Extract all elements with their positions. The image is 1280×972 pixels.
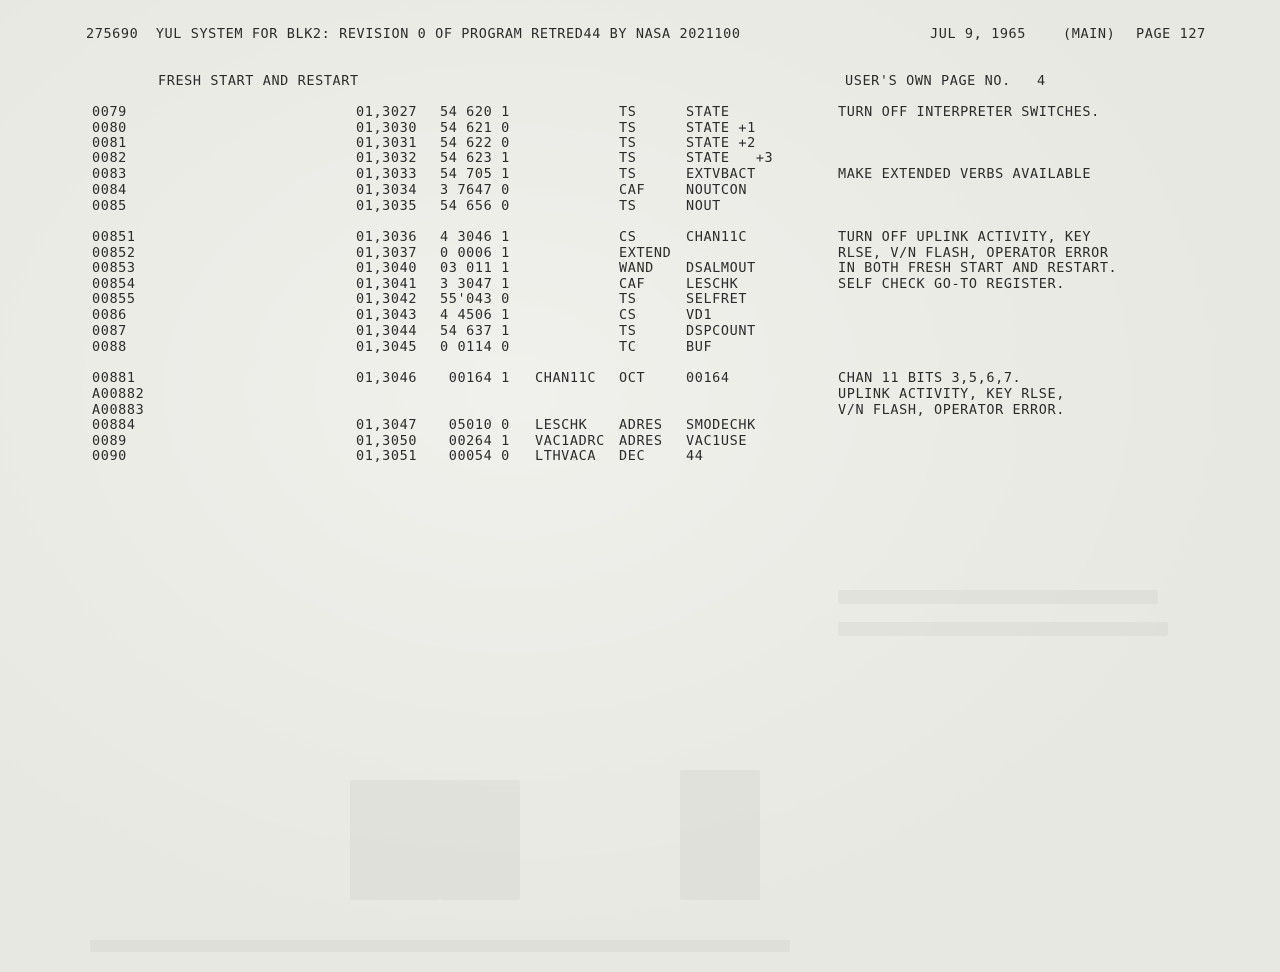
operand: STATE +1 <box>686 120 756 136</box>
opcode: WAND <box>619 260 654 276</box>
octal-code: 54 621 0 <box>440 120 510 136</box>
symbol-label: LTHVACA <box>535 448 597 464</box>
line-number: A00883 <box>92 402 145 418</box>
memory-address: 01,3046 <box>356 370 418 386</box>
opcode: TS <box>619 323 637 339</box>
line-number: 00854 <box>92 276 136 292</box>
comment-text: RLSE, V/N FLASH, OPERATOR ERROR <box>838 245 1109 261</box>
opcode: CS <box>619 307 637 323</box>
memory-address: 01,3051 <box>356 448 418 464</box>
operand: SMODECHK <box>686 417 756 433</box>
octal-code: 54 620 1 <box>440 104 510 120</box>
symbol-label: LESCHK <box>535 417 588 433</box>
operand: LESCHK <box>686 276 739 292</box>
octal-code: 3 7647 0 <box>440 182 510 198</box>
line-number: 00853 <box>92 260 136 276</box>
line-number: 0085 <box>92 198 127 214</box>
comment-text: CHAN 11 BITS 3,5,6,7. <box>838 370 1022 386</box>
memory-address: 01,3037 <box>356 245 418 261</box>
operand: CHAN11C <box>686 229 748 245</box>
octal-code: 54 623 1 <box>440 150 510 166</box>
operand: STATE +2 <box>686 135 756 151</box>
opcode: TS <box>619 135 637 151</box>
opcode: ADRES <box>619 417 663 433</box>
bleed-through-block <box>838 622 1168 636</box>
memory-address: 01,3045 <box>356 339 418 355</box>
opcode: DEC <box>619 448 646 464</box>
operand: EXTVBACT <box>686 166 756 182</box>
comment-text: UPLINK ACTIVITY, KEY RLSE, <box>838 386 1065 402</box>
user-page-number: USER'S OWN PAGE NO. 4 <box>845 73 1046 89</box>
line-number: 00852 <box>92 245 136 261</box>
line-number: 0080 <box>92 120 127 136</box>
operand: VAC1USE <box>686 433 748 449</box>
line-number: A00882 <box>92 386 145 402</box>
line-number: 0089 <box>92 433 127 449</box>
octal-code: 54 622 0 <box>440 135 510 151</box>
octal-code: 00054 0 <box>440 448 510 464</box>
memory-address: 01,3041 <box>356 276 418 292</box>
octal-code: 4 3046 1 <box>440 229 510 245</box>
octal-code: 55'043 0 <box>440 291 510 307</box>
bleed-through-block <box>680 770 760 900</box>
symbol-label: CHAN11C <box>535 370 597 386</box>
operand: BUF <box>686 339 713 355</box>
line-number: 00851 <box>92 229 136 245</box>
operand: 44 <box>686 448 704 464</box>
comment-text: MAKE EXTENDED VERBS AVAILABLE <box>838 166 1092 182</box>
line-number: 0090 <box>92 448 127 464</box>
line-number: 0083 <box>92 166 127 182</box>
octal-code: 05010 0 <box>440 417 510 433</box>
line-number: 0088 <box>92 339 127 355</box>
opcode: CAF <box>619 276 646 292</box>
operand: STATE <box>686 104 730 120</box>
operand: 00164 <box>686 370 730 386</box>
opcode: TS <box>619 150 637 166</box>
opcode: EXTEND <box>619 245 672 261</box>
operand: NOUT <box>686 198 721 214</box>
opcode: TS <box>619 120 637 136</box>
octal-code: 00264 1 <box>440 433 510 449</box>
line-number: 0082 <box>92 150 127 166</box>
octal-code: 00164 1 <box>440 370 510 386</box>
memory-address: 01,3042 <box>356 291 418 307</box>
memory-address: 01,3031 <box>356 135 418 151</box>
operand: STATE +3 <box>686 150 774 166</box>
opcode: TS <box>619 291 637 307</box>
comment-text: IN BOTH FRESH START AND RESTART. <box>838 260 1118 276</box>
octal-code: 54 656 0 <box>440 198 510 214</box>
memory-address: 01,3035 <box>356 198 418 214</box>
operand: SELFRET <box>686 291 748 307</box>
comment-text: V/N FLASH, OPERATOR ERROR. <box>838 402 1065 418</box>
memory-address: 01,3040 <box>356 260 418 276</box>
listing-page-number: PAGE 127 <box>1136 26 1206 42</box>
line-number: 00884 <box>92 417 136 433</box>
octal-code: 0 0114 0 <box>440 339 510 355</box>
opcode: TC <box>619 339 637 355</box>
comment-text: SELF CHECK GO-TO REGISTER. <box>838 276 1065 292</box>
opcode: ADRES <box>619 433 663 449</box>
memory-address: 01,3043 <box>356 307 418 323</box>
line-number: 0084 <box>92 182 127 198</box>
memory-address: 01,3044 <box>356 323 418 339</box>
comment-text: TURN OFF UPLINK ACTIVITY, KEY <box>838 229 1092 245</box>
bleed-through-block <box>350 780 440 900</box>
opcode: TS <box>619 104 637 120</box>
octal-code: 3 3047 1 <box>440 276 510 292</box>
octal-code: 4 4506 1 <box>440 307 510 323</box>
memory-address: 01,3036 <box>356 229 418 245</box>
opcode: CAF <box>619 182 646 198</box>
listing-header-title: 275690 YUL SYSTEM FOR BLK2: REVISION 0 OF PROGRAM RETRED44 BY NASA 2021100 <box>86 26 741 42</box>
memory-address: 01,3032 <box>356 150 418 166</box>
memory-address: 01,3034 <box>356 182 418 198</box>
operand: NOUTCON <box>686 182 748 198</box>
section-title: FRESH START AND RESTART <box>158 73 359 89</box>
bleed-through-block <box>90 940 790 952</box>
listing-date: JUL 9, 1965 <box>930 26 1027 42</box>
opcode: OCT <box>619 370 646 386</box>
memory-address: 01,3047 <box>356 417 418 433</box>
memory-address: 01,3033 <box>356 166 418 182</box>
opcode: CS <box>619 229 637 245</box>
memory-address: 01,3027 <box>356 104 418 120</box>
opcode: TS <box>619 166 637 182</box>
comment-text: TURN OFF INTERPRETER SWITCHES. <box>838 104 1100 120</box>
octal-code: 03 011 1 <box>440 260 510 276</box>
octal-code: 54 637 1 <box>440 323 510 339</box>
octal-code: 54 705 1 <box>440 166 510 182</box>
memory-address: 01,3050 <box>356 433 418 449</box>
line-number: 0081 <box>92 135 127 151</box>
bleed-through-block <box>440 780 520 900</box>
operand: VD1 <box>686 307 713 323</box>
memory-address: 01,3030 <box>356 120 418 136</box>
symbol-label: VAC1ADRC <box>535 433 605 449</box>
operand: DSALMOUT <box>686 260 756 276</box>
line-number: 0087 <box>92 323 127 339</box>
bleed-through-block <box>838 590 1158 604</box>
line-number: 00881 <box>92 370 136 386</box>
operand: DSPCOUNT <box>686 323 756 339</box>
line-number: 0079 <box>92 104 127 120</box>
listing-tag: (MAIN) <box>1063 26 1116 42</box>
line-number: 0086 <box>92 307 127 323</box>
octal-code: 0 0006 1 <box>440 245 510 261</box>
opcode: TS <box>619 198 637 214</box>
line-number: 00855 <box>92 291 136 307</box>
